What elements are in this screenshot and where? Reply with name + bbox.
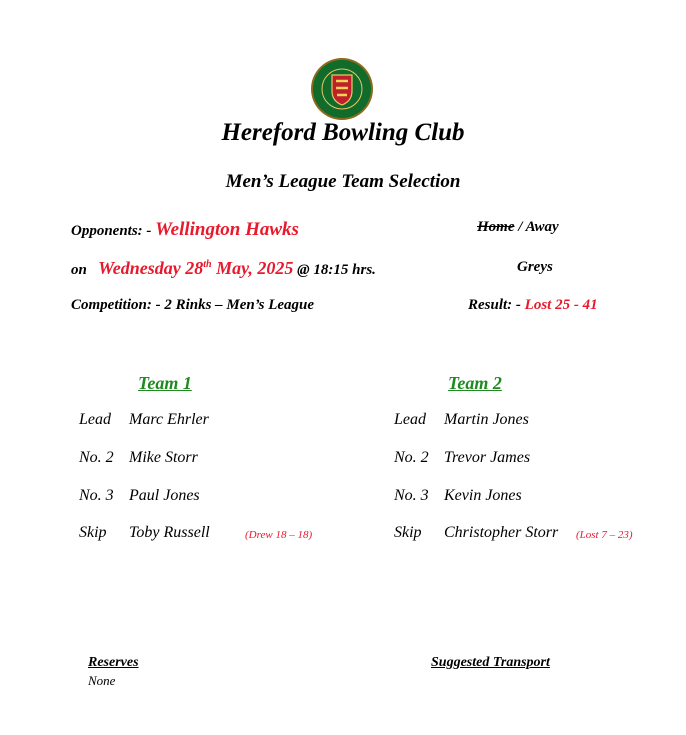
home-away	[477, 219, 559, 236]
team-2-heading: Team 2	[448, 373, 502, 393]
club-title: Hereford Bowling Club	[221, 119, 465, 146]
player-name: Toby Russell	[129, 524, 210, 541]
home-label: Home	[477, 219, 515, 235]
position-label: Lead	[79, 411, 111, 428]
player-name: Marc Ehrler	[129, 411, 209, 428]
team-2-no2-row	[394, 449, 530, 467]
page-title: Men’s League Team Selection	[225, 171, 461, 192]
competition: Competition: - 2 Rinks – Men’s League	[71, 297, 315, 313]
transport-heading: Suggested Transport	[431, 655, 550, 670]
team-2-skip-row	[394, 524, 558, 542]
date-line	[71, 258, 376, 279]
player-name: Trevor James	[444, 449, 531, 466]
result	[468, 297, 598, 314]
team-1-no2-row	[79, 449, 198, 467]
away-label: / Away	[514, 219, 559, 235]
player-name: Christopher Storr	[444, 524, 559, 541]
result-value: Lost 25 - 41	[524, 297, 598, 313]
match-date: Wednesday 28th May, 2025	[98, 258, 294, 278]
team-1-skip-result: (Drew 18 – 18)	[245, 529, 313, 541]
reserves-value: None	[88, 673, 116, 688]
position-label: No. 2	[394, 449, 429, 466]
position-label: Lead	[394, 411, 426, 428]
team-2-skip-result: (Lost 7 – 23)	[576, 529, 633, 541]
team-2-no3-row	[394, 487, 522, 505]
venue: Greys	[517, 259, 553, 275]
reserves-heading: Reserves	[88, 655, 139, 670]
result-label: Result: -	[468, 297, 525, 313]
team-2-lead-row	[394, 411, 529, 429]
player-name: Martin Jones	[444, 411, 529, 428]
on-label: on	[71, 262, 87, 278]
team-1-lead-row	[79, 411, 209, 429]
position-label: No. 3	[79, 487, 114, 504]
position-label: No. 3	[394, 487, 429, 504]
position-label: Skip	[394, 524, 422, 541]
team-1-heading: Team 1	[138, 373, 192, 393]
opponents-line	[71, 219, 299, 241]
club-crest-icon	[310, 57, 374, 121]
player-name: Paul Jones	[129, 487, 200, 504]
team-1-no3-row	[79, 487, 200, 505]
opponents-label: Opponents: -	[71, 223, 156, 239]
team-1-skip-row	[79, 524, 210, 542]
player-name: Mike Storr	[129, 449, 198, 466]
position-label: No. 2	[79, 449, 114, 466]
player-name: Kevin Jones	[444, 487, 522, 504]
match-time: @ 18:15 hrs.	[293, 262, 376, 278]
opponents-name: Wellington Hawks	[155, 219, 299, 240]
position-label: Skip	[79, 524, 107, 541]
